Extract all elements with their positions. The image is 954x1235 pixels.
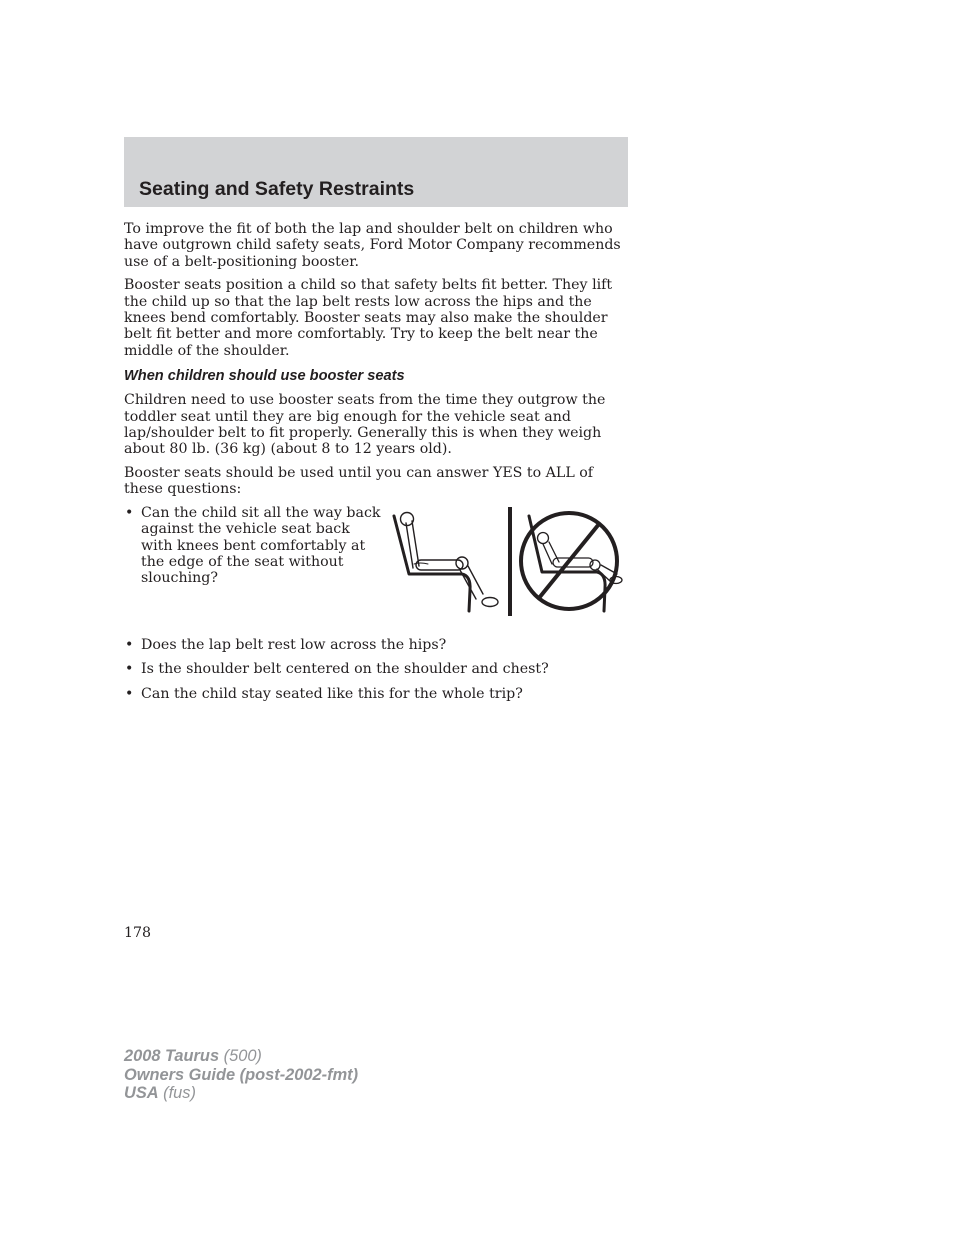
bullet-item — [124, 661, 628, 677]
when-to-use-paragraph: Children need to use booster seats from the time they outgrow the toddler seat until they are big enough for the vehicle seat and lap/shoulder belt to fit properly. Generally this is when they weigh about 80 lb. (36 kg) (about 8 to 12 years old). — [124, 392, 606, 458]
first-bullet-block — [124, 505, 628, 631]
correct-seating-figure — [394, 512, 498, 611]
intro-paragraph: To improve the fit of both the lap and shoulder belt on children who have outgrown child safety seats, Ford Motor Company recommends use of a belt-positioning booster. — [124, 221, 621, 270]
questions-intro-paragraph: Booster seats should be used until you can answer YES to ALL of these questions: — [124, 464, 594, 498]
page-content — [124, 221, 628, 710]
document-footer — [124, 1047, 358, 1103]
section-title: Seating and Safety Restraints — [139, 178, 415, 200]
footer-guide-line — [124, 1066, 358, 1085]
bullet-item — [124, 505, 381, 587]
bullet-marker: • — [125, 636, 134, 653]
bullet-item — [124, 637, 628, 653]
booster-seat-illustration — [392, 502, 628, 617]
bullet-item — [124, 686, 628, 702]
bullet-text: Does the lap belt rest low across the hips? — [141, 636, 447, 653]
bullet-text: Can the child sit all the way back against the vehicle seat back with knees bent comfortably at the edge of the seat without slouching? — [141, 504, 381, 587]
footer-region-line — [124, 1084, 358, 1103]
prohibition-icon — [521, 513, 617, 609]
footer-guide: Owners Guide (post-2002-fmt) — [124, 1065, 359, 1084]
footer-region-code: (fus) — [163, 1084, 196, 1103]
bullet-marker: • — [125, 661, 134, 678]
bullet-marker: • — [125, 504, 134, 521]
footer-region: USA — [124, 1084, 159, 1103]
bullet-marker: • — [125, 685, 134, 702]
subheading: When children should use booster seats — [124, 368, 405, 385]
footer-model-line — [124, 1047, 358, 1066]
section-header-band — [124, 137, 628, 207]
page-number: 178 — [124, 925, 152, 941]
footer-model-code: (500) — [223, 1047, 262, 1065]
bullet-text: Is the shoulder belt centered on the shoulder and chest? — [141, 661, 549, 678]
booster-purpose-paragraph: Booster seats position a child so that safety belts fit better. They lift the child up so that the lap belt rests low across the hips and the knees bend comfortably. Booster seats may also make the shoulder belt fit better and more comfortably. Try to keep the belt near the middle of the shoulder. — [124, 277, 613, 359]
footer-model: 2008 Taurus — [124, 1047, 220, 1065]
bullet-text: Can the child stay seated like this for the whole trip? — [141, 685, 523, 702]
